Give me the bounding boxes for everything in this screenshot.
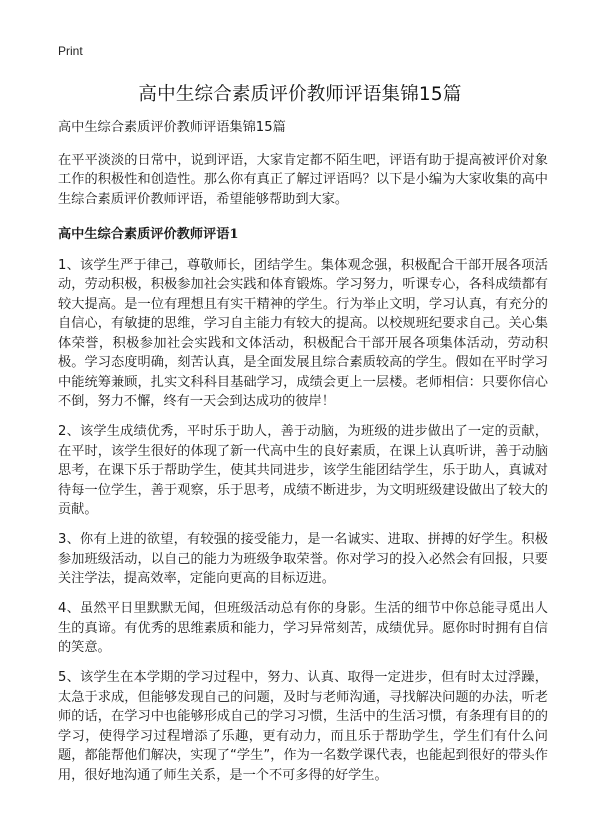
comment-paragraph-4: 4、虽然平日里默默无闻，但班级活动总有你的身影。生活的细节中你总能寻觅出人生的真谛。有优秀的思维素质和能力，学习异常刻苦，成绩优异。愿你时时拥有自信的笑意。 — [58, 601, 548, 655]
section-heading: 高中生综合素质评价教师评语1 — [58, 227, 239, 242]
page-title: 高中生综合素质评价教师评语集锦15篇 — [138, 84, 462, 105]
intro-paragraph: 在平平淡淡的日常中，说到评语，大家肯定都不陌生吧，评语有助于提高被评价对象工作的积极性和创造性。那么你有真正了解过评语吗？以下是小编为大家收集的高中生综合素质评价教师评语，希望能够帮助到大家。 — [58, 152, 548, 207]
comment-paragraph-2: 2、该学生成绩优秀，平时乐于助人，善于动脑，为班级的进步做出了一定的贡献，在平时，该学生很好的体现了新一代高中生的良好素质，在课上认真听讲，善于动脑思考，在课下乐于帮助学生，使其共同进步，该学生能团结学生，乐于助人，真诚对待每一位学生，善于观察，乐于思考，成绩不断进步，为文明班级建设做出了较大的贡献。 — [58, 424, 548, 517]
article-subtitle: 高中生综合素质评价教师评语集锦15篇 — [58, 120, 286, 135]
comment-paragraph-3: 3、你有上进的欲望，有较强的接受能力，是一名诚实、进取、拼搏的好学生。积极参加班级活动，以自己的能力为班级争取荣誉。你对学习的投入必然会有回报，只要关注学法，提高效率，定能向更高的目标迈进。 — [58, 532, 548, 586]
comment-paragraph-5: 5、该学生在本学期的学习过程中，努力、认真、取得一定进步，但有时太过浮躁，太急于求成，但能够发现自己的问题，及时与老师沟通，寻找解决问题的办法，听老师的话，在学习中也能够形成自己的学习习惯，生活中的生活习惯，有条理有目的的学习，使得学习过程增添了乐趣，更有动力，而且乐于帮助学生，学生们有什么问题，都能帮他们解决，实现了“学生”，作为一名数学课代表，也能起到很好的带头作用，很好地沟通了师生关系，是一个不可多得的好学生。 — [58, 670, 548, 783]
print-link[interactable]: Print — [58, 44, 83, 58]
comment-paragraph-1: 1、该学生严于律己，尊敬师长，团结学生。集体观念强，积极配合干部开展各项活动，劳动积极，积极参加社会实践和体育锻炼。学习努力，听课专心，各科成绩都有较大提高。是一位有理想且有实干精神的学生。行为举止文明，学习认真，有充分的自信心，有敏捷的思维，学习自主能力有较大的提高。以校规班纪要求自己。关心集体荣誉，积极参加社会实践和文体活动，积极配合干部开展各项集体活动，劳动积极。学习态度明确，刻苦认真，是全面发展且综合素质较高的学生。假如在平时学习中能统筹兼顾，扎实文科科目基础学习，成绩会更上一层楼。老师相信：只要你信心不倒，努力不懈，终有一天会到达成功的彼岸！ — [58, 257, 548, 409]
article-body — [58, 118, 548, 796]
